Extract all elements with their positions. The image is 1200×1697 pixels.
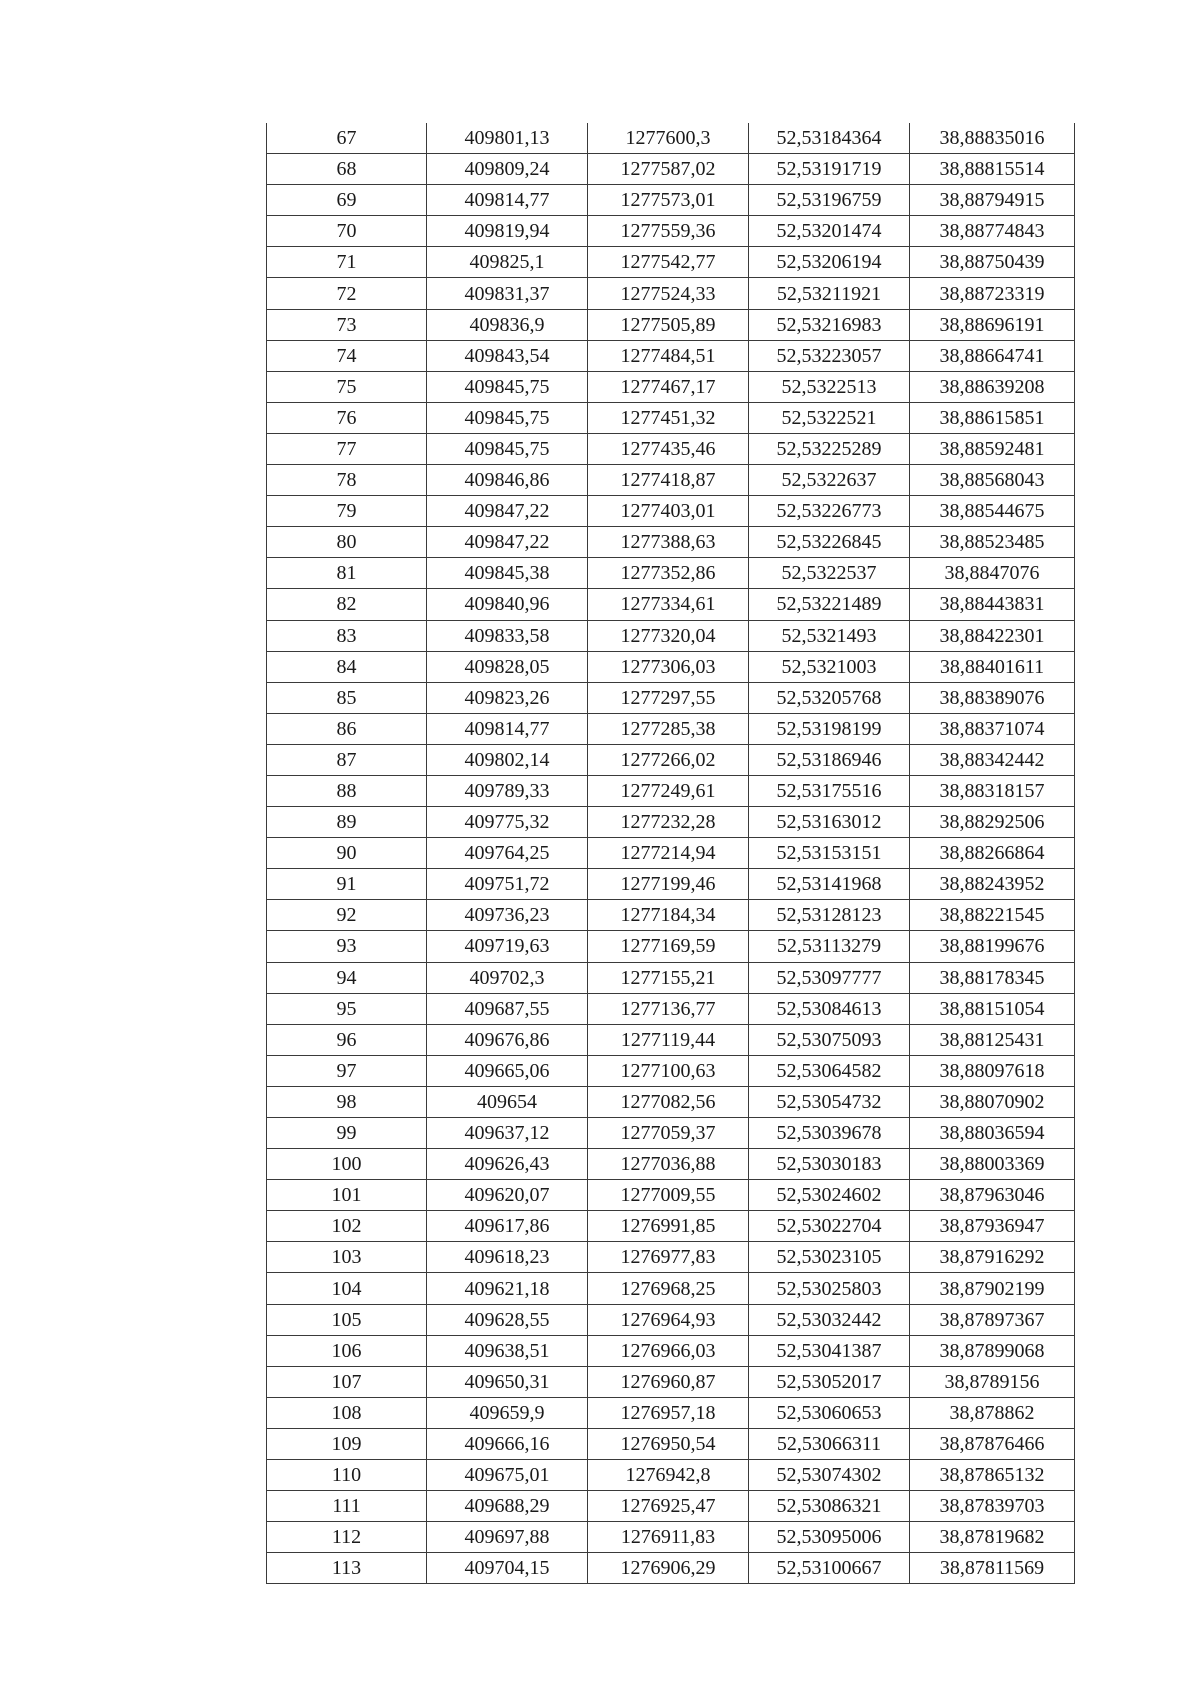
table-row — [267, 1491, 1075, 1522]
latitude-cell: 52,5322537 — [749, 558, 910, 589]
longitude-cell: 38,88774843 — [910, 216, 1075, 247]
latitude-cell: 52,53201474 — [749, 216, 910, 247]
point-number-cell: 87 — [267, 744, 427, 775]
y-coordinate-cell: 1277320,04 — [588, 620, 749, 651]
longitude-cell: 38,87876466 — [910, 1428, 1075, 1459]
y-coordinate-cell: 1277009,55 — [588, 1180, 749, 1211]
latitude-cell: 52,53074302 — [749, 1460, 910, 1491]
longitude-cell: 38,88401611 — [910, 651, 1075, 682]
longitude-cell: 38,87811569 — [910, 1553, 1075, 1584]
point-number-cell: 102 — [267, 1211, 427, 1242]
point-number-cell: 108 — [267, 1397, 427, 1428]
table-row — [267, 900, 1075, 931]
x-coordinate-cell: 409638,51 — [427, 1335, 588, 1366]
y-coordinate-cell: 1277214,94 — [588, 838, 749, 869]
table-row — [267, 496, 1075, 527]
longitude-cell: 38,87963046 — [910, 1180, 1075, 1211]
x-coordinate-cell: 409845,75 — [427, 402, 588, 433]
table-row — [267, 1055, 1075, 1086]
y-coordinate-cell: 1277232,28 — [588, 807, 749, 838]
longitude-cell: 38,88266864 — [910, 838, 1075, 869]
point-number-cell: 106 — [267, 1335, 427, 1366]
latitude-cell: 52,53066311 — [749, 1428, 910, 1459]
longitude-cell: 38,88070902 — [910, 1086, 1075, 1117]
table-row — [267, 1366, 1075, 1397]
latitude-cell: 52,5321003 — [749, 651, 910, 682]
longitude-cell: 38,87916292 — [910, 1242, 1075, 1273]
x-coordinate-cell: 409676,86 — [427, 1024, 588, 1055]
latitude-cell: 52,53216983 — [749, 309, 910, 340]
x-coordinate-cell: 409833,58 — [427, 620, 588, 651]
latitude-cell: 52,53025803 — [749, 1273, 910, 1304]
point-number-cell: 83 — [267, 620, 427, 651]
table-row — [267, 465, 1075, 496]
y-coordinate-cell: 1276911,83 — [588, 1522, 749, 1553]
y-coordinate-cell: 1277184,34 — [588, 900, 749, 931]
point-number-cell: 69 — [267, 185, 427, 216]
latitude-cell: 52,53023105 — [749, 1242, 910, 1273]
x-coordinate-cell: 409617,86 — [427, 1211, 588, 1242]
y-coordinate-cell: 1277334,61 — [588, 589, 749, 620]
longitude-cell: 38,88750439 — [910, 247, 1075, 278]
y-coordinate-cell: 1277352,86 — [588, 558, 749, 589]
latitude-cell: 52,5322521 — [749, 402, 910, 433]
longitude-cell: 38,87819682 — [910, 1522, 1075, 1553]
x-coordinate-cell: 409697,88 — [427, 1522, 588, 1553]
latitude-cell: 52,53141968 — [749, 869, 910, 900]
x-coordinate-cell: 409764,25 — [427, 838, 588, 869]
point-number-cell: 92 — [267, 900, 427, 931]
y-coordinate-cell: 1277306,03 — [588, 651, 749, 682]
table-row — [267, 1118, 1075, 1149]
point-number-cell: 95 — [267, 993, 427, 1024]
latitude-cell: 52,5322513 — [749, 371, 910, 402]
point-number-cell: 111 — [267, 1491, 427, 1522]
x-coordinate-cell: 409688,29 — [427, 1491, 588, 1522]
table-row — [267, 962, 1075, 993]
x-coordinate-cell: 409665,06 — [427, 1055, 588, 1086]
table-row — [267, 371, 1075, 402]
x-coordinate-cell: 409628,55 — [427, 1304, 588, 1335]
y-coordinate-cell: 1276977,83 — [588, 1242, 749, 1273]
x-coordinate-cell: 409801,13 — [427, 123, 588, 154]
longitude-cell: 38,88443831 — [910, 589, 1075, 620]
y-coordinate-cell: 1277559,36 — [588, 216, 749, 247]
latitude-cell: 52,53095006 — [749, 1522, 910, 1553]
latitude-cell: 52,53113279 — [749, 931, 910, 962]
y-coordinate-cell: 1277403,01 — [588, 496, 749, 527]
x-coordinate-cell: 409637,12 — [427, 1118, 588, 1149]
table-row — [267, 1211, 1075, 1242]
table-row — [267, 402, 1075, 433]
longitude-cell: 38,87899068 — [910, 1335, 1075, 1366]
x-coordinate-cell: 409845,75 — [427, 433, 588, 464]
latitude-cell: 52,53084613 — [749, 993, 910, 1024]
latitude-cell: 52,53022704 — [749, 1211, 910, 1242]
point-number-cell: 81 — [267, 558, 427, 589]
latitude-cell: 52,5321493 — [749, 620, 910, 651]
table-row — [267, 1428, 1075, 1459]
x-coordinate-cell: 409847,22 — [427, 527, 588, 558]
y-coordinate-cell: 1276950,54 — [588, 1428, 749, 1459]
table-row — [267, 1335, 1075, 1366]
point-number-cell: 97 — [267, 1055, 427, 1086]
point-number-cell: 96 — [267, 1024, 427, 1055]
y-coordinate-cell: 1277505,89 — [588, 309, 749, 340]
x-coordinate-cell: 409751,72 — [427, 869, 588, 900]
table-row — [267, 123, 1075, 154]
longitude-cell: 38,88664741 — [910, 340, 1075, 371]
point-number-cell: 78 — [267, 465, 427, 496]
table-row — [267, 1553, 1075, 1584]
x-coordinate-cell: 409620,07 — [427, 1180, 588, 1211]
table-row — [267, 340, 1075, 371]
y-coordinate-cell: 1277155,21 — [588, 962, 749, 993]
point-number-cell: 93 — [267, 931, 427, 962]
longitude-cell: 38,88151054 — [910, 993, 1075, 1024]
x-coordinate-cell: 409618,23 — [427, 1242, 588, 1273]
point-number-cell: 86 — [267, 713, 427, 744]
x-coordinate-cell: 409702,3 — [427, 962, 588, 993]
longitude-cell: 38,87902199 — [910, 1273, 1075, 1304]
longitude-cell: 38,8789156 — [910, 1366, 1075, 1397]
y-coordinate-cell: 1277542,77 — [588, 247, 749, 278]
table-row — [267, 1149, 1075, 1180]
table-row — [267, 713, 1075, 744]
point-number-cell: 104 — [267, 1273, 427, 1304]
point-number-cell: 73 — [267, 309, 427, 340]
x-coordinate-cell: 409843,54 — [427, 340, 588, 371]
y-coordinate-cell: 1276957,18 — [588, 1397, 749, 1428]
longitude-cell: 38,88696191 — [910, 309, 1075, 340]
longitude-cell: 38,88794915 — [910, 185, 1075, 216]
x-coordinate-cell: 409846,86 — [427, 465, 588, 496]
y-coordinate-cell: 1277388,63 — [588, 527, 749, 558]
latitude-cell: 52,53041387 — [749, 1335, 910, 1366]
longitude-cell: 38,88371074 — [910, 713, 1075, 744]
y-coordinate-cell: 1277451,32 — [588, 402, 749, 433]
latitude-cell: 52,53086321 — [749, 1491, 910, 1522]
table-row — [267, 651, 1075, 682]
table-row — [267, 527, 1075, 558]
x-coordinate-cell: 409809,24 — [427, 154, 588, 185]
point-number-cell: 88 — [267, 775, 427, 806]
longitude-cell: 38,88221545 — [910, 900, 1075, 931]
x-coordinate-cell: 409814,77 — [427, 185, 588, 216]
y-coordinate-cell: 1277297,55 — [588, 682, 749, 713]
x-coordinate-cell: 409654 — [427, 1086, 588, 1117]
latitude-cell: 52,53175516 — [749, 775, 910, 806]
x-coordinate-cell: 409621,18 — [427, 1273, 588, 1304]
table-row — [267, 838, 1075, 869]
y-coordinate-cell: 1276906,29 — [588, 1553, 749, 1584]
longitude-cell: 38,88243952 — [910, 869, 1075, 900]
table-row — [267, 1460, 1075, 1491]
x-coordinate-cell: 409825,1 — [427, 247, 588, 278]
longitude-cell: 38,88318157 — [910, 775, 1075, 806]
point-number-cell: 105 — [267, 1304, 427, 1335]
table-row — [267, 1086, 1075, 1117]
longitude-cell: 38,88592481 — [910, 433, 1075, 464]
x-coordinate-cell: 409626,43 — [427, 1149, 588, 1180]
longitude-cell: 38,88097618 — [910, 1055, 1075, 1086]
latitude-cell: 52,53205768 — [749, 682, 910, 713]
x-coordinate-cell: 409775,32 — [427, 807, 588, 838]
point-number-cell: 79 — [267, 496, 427, 527]
longitude-cell: 38,8847076 — [910, 558, 1075, 589]
latitude-cell: 52,53186946 — [749, 744, 910, 775]
y-coordinate-cell: 1277100,63 — [588, 1055, 749, 1086]
table-row — [267, 807, 1075, 838]
table-row — [267, 869, 1075, 900]
point-number-cell: 77 — [267, 433, 427, 464]
latitude-cell: 52,53221489 — [749, 589, 910, 620]
latitude-cell: 52,53225289 — [749, 433, 910, 464]
point-number-cell: 89 — [267, 807, 427, 838]
y-coordinate-cell: 1277285,38 — [588, 713, 749, 744]
x-coordinate-cell: 409831,37 — [427, 278, 588, 309]
point-number-cell: 68 — [267, 154, 427, 185]
longitude-cell: 38,88523485 — [910, 527, 1075, 558]
point-number-cell: 113 — [267, 1553, 427, 1584]
latitude-cell: 52,53184364 — [749, 123, 910, 154]
latitude-cell: 52,53052017 — [749, 1366, 910, 1397]
latitude-cell: 52,53226845 — [749, 527, 910, 558]
latitude-cell: 52,53097777 — [749, 962, 910, 993]
point-number-cell: 103 — [267, 1242, 427, 1273]
y-coordinate-cell: 1277036,88 — [588, 1149, 749, 1180]
table-row — [267, 931, 1075, 962]
point-number-cell: 71 — [267, 247, 427, 278]
y-coordinate-cell: 1277524,33 — [588, 278, 749, 309]
longitude-cell: 38,88199676 — [910, 931, 1075, 962]
x-coordinate-cell: 409845,75 — [427, 371, 588, 402]
y-coordinate-cell: 1277266,02 — [588, 744, 749, 775]
point-number-cell: 100 — [267, 1149, 427, 1180]
longitude-cell: 38,87936947 — [910, 1211, 1075, 1242]
table-row — [267, 278, 1075, 309]
table-row — [267, 744, 1075, 775]
latitude-cell: 52,53206194 — [749, 247, 910, 278]
x-coordinate-cell: 409704,15 — [427, 1553, 588, 1584]
latitude-cell: 52,53060653 — [749, 1397, 910, 1428]
point-number-cell: 99 — [267, 1118, 427, 1149]
point-number-cell: 82 — [267, 589, 427, 620]
point-number-cell: 74 — [267, 340, 427, 371]
x-coordinate-cell: 409789,33 — [427, 775, 588, 806]
y-coordinate-cell: 1276966,03 — [588, 1335, 749, 1366]
y-coordinate-cell: 1276991,85 — [588, 1211, 749, 1242]
y-coordinate-cell: 1276942,8 — [588, 1460, 749, 1491]
latitude-cell: 52,53223057 — [749, 340, 910, 371]
longitude-cell: 38,88422301 — [910, 620, 1075, 651]
longitude-cell: 38,88615851 — [910, 402, 1075, 433]
longitude-cell: 38,88639208 — [910, 371, 1075, 402]
point-number-cell: 94 — [267, 962, 427, 993]
latitude-cell: 52,53153151 — [749, 838, 910, 869]
table-row — [267, 1024, 1075, 1055]
longitude-cell: 38,878862 — [910, 1397, 1075, 1428]
x-coordinate-cell: 409814,77 — [427, 713, 588, 744]
y-coordinate-cell: 1277169,59 — [588, 931, 749, 962]
table-row — [267, 1180, 1075, 1211]
x-coordinate-cell: 409823,26 — [427, 682, 588, 713]
table-row — [267, 154, 1075, 185]
y-coordinate-cell: 1277082,56 — [588, 1086, 749, 1117]
x-coordinate-cell: 409840,96 — [427, 589, 588, 620]
point-number-cell: 90 — [267, 838, 427, 869]
longitude-cell: 38,88544675 — [910, 496, 1075, 527]
point-number-cell: 70 — [267, 216, 427, 247]
table-row — [267, 589, 1075, 620]
point-number-cell: 107 — [267, 1366, 427, 1397]
x-coordinate-cell: 409650,31 — [427, 1366, 588, 1397]
latitude-cell: 52,53039678 — [749, 1118, 910, 1149]
point-number-cell: 109 — [267, 1428, 427, 1459]
x-coordinate-cell: 409736,23 — [427, 900, 588, 931]
x-coordinate-cell: 409828,05 — [427, 651, 588, 682]
longitude-cell: 38,88125431 — [910, 1024, 1075, 1055]
longitude-cell: 38,88389076 — [910, 682, 1075, 713]
y-coordinate-cell: 1277600,3 — [588, 123, 749, 154]
y-coordinate-cell: 1276968,25 — [588, 1273, 749, 1304]
latitude-cell: 52,53054732 — [749, 1086, 910, 1117]
table-row — [267, 993, 1075, 1024]
longitude-cell: 38,88835016 — [910, 123, 1075, 154]
latitude-cell: 52,53075093 — [749, 1024, 910, 1055]
table-row — [267, 1304, 1075, 1335]
longitude-cell: 38,88036594 — [910, 1118, 1075, 1149]
x-coordinate-cell: 409847,22 — [427, 496, 588, 527]
table-row — [267, 433, 1075, 464]
table-row — [267, 682, 1075, 713]
point-number-cell: 76 — [267, 402, 427, 433]
y-coordinate-cell: 1277435,46 — [588, 433, 749, 464]
point-number-cell: 72 — [267, 278, 427, 309]
longitude-cell: 38,88003369 — [910, 1149, 1075, 1180]
y-coordinate-cell: 1277484,51 — [588, 340, 749, 371]
y-coordinate-cell: 1277573,01 — [588, 185, 749, 216]
point-number-cell: 98 — [267, 1086, 427, 1117]
longitude-cell: 38,88178345 — [910, 962, 1075, 993]
latitude-cell: 52,53191719 — [749, 154, 910, 185]
point-number-cell: 101 — [267, 1180, 427, 1211]
table-row — [267, 247, 1075, 278]
longitude-cell: 38,88292506 — [910, 807, 1075, 838]
y-coordinate-cell: 1277199,46 — [588, 869, 749, 900]
point-number-cell: 91 — [267, 869, 427, 900]
x-coordinate-cell: 409659,9 — [427, 1397, 588, 1428]
latitude-cell: 52,53226773 — [749, 496, 910, 527]
longitude-cell: 38,87839703 — [910, 1491, 1075, 1522]
y-coordinate-cell: 1277249,61 — [588, 775, 749, 806]
x-coordinate-cell: 409675,01 — [427, 1460, 588, 1491]
y-coordinate-cell: 1276925,47 — [588, 1491, 749, 1522]
longitude-cell: 38,88568043 — [910, 465, 1075, 496]
table-row — [267, 1273, 1075, 1304]
table-row — [267, 309, 1075, 340]
longitude-cell: 38,88342442 — [910, 744, 1075, 775]
y-coordinate-cell: 1276960,87 — [588, 1366, 749, 1397]
y-coordinate-cell: 1277418,87 — [588, 465, 749, 496]
x-coordinate-cell: 409802,14 — [427, 744, 588, 775]
point-number-cell: 67 — [267, 123, 427, 154]
table-row — [267, 1397, 1075, 1428]
point-number-cell: 80 — [267, 527, 427, 558]
x-coordinate-cell: 409845,38 — [427, 558, 588, 589]
coordinates-table — [266, 123, 1075, 1584]
table-row — [267, 558, 1075, 589]
y-coordinate-cell: 1277119,44 — [588, 1024, 749, 1055]
latitude-cell: 52,53032442 — [749, 1304, 910, 1335]
y-coordinate-cell: 1277059,37 — [588, 1118, 749, 1149]
y-coordinate-cell: 1276964,93 — [588, 1304, 749, 1335]
table-row — [267, 1522, 1075, 1553]
longitude-cell: 38,87865132 — [910, 1460, 1075, 1491]
latitude-cell: 52,53030183 — [749, 1149, 910, 1180]
latitude-cell: 52,53198199 — [749, 713, 910, 744]
point-number-cell: 110 — [267, 1460, 427, 1491]
coordinates-table-body — [267, 123, 1075, 1584]
latitude-cell: 52,53196759 — [749, 185, 910, 216]
longitude-cell: 38,87897367 — [910, 1304, 1075, 1335]
latitude-cell: 52,53163012 — [749, 807, 910, 838]
table-row — [267, 185, 1075, 216]
x-coordinate-cell: 409687,55 — [427, 993, 588, 1024]
latitude-cell: 52,5322637 — [749, 465, 910, 496]
x-coordinate-cell: 409836,9 — [427, 309, 588, 340]
y-coordinate-cell: 1277587,02 — [588, 154, 749, 185]
table-row — [267, 620, 1075, 651]
point-number-cell: 112 — [267, 1522, 427, 1553]
x-coordinate-cell: 409719,63 — [427, 931, 588, 962]
latitude-cell: 52,53211921 — [749, 278, 910, 309]
point-number-cell: 84 — [267, 651, 427, 682]
y-coordinate-cell: 1277136,77 — [588, 993, 749, 1024]
y-coordinate-cell: 1277467,17 — [588, 371, 749, 402]
x-coordinate-cell: 409666,16 — [427, 1428, 588, 1459]
table-row — [267, 1242, 1075, 1273]
table-row — [267, 775, 1075, 806]
latitude-cell: 52,53024602 — [749, 1180, 910, 1211]
table-row — [267, 216, 1075, 247]
x-coordinate-cell: 409819,94 — [427, 216, 588, 247]
point-number-cell: 75 — [267, 371, 427, 402]
latitude-cell: 52,53064582 — [749, 1055, 910, 1086]
point-number-cell: 85 — [267, 682, 427, 713]
longitude-cell: 38,88815514 — [910, 154, 1075, 185]
longitude-cell: 38,88723319 — [910, 278, 1075, 309]
latitude-cell: 52,53128123 — [749, 900, 910, 931]
latitude-cell: 52,53100667 — [749, 1553, 910, 1584]
